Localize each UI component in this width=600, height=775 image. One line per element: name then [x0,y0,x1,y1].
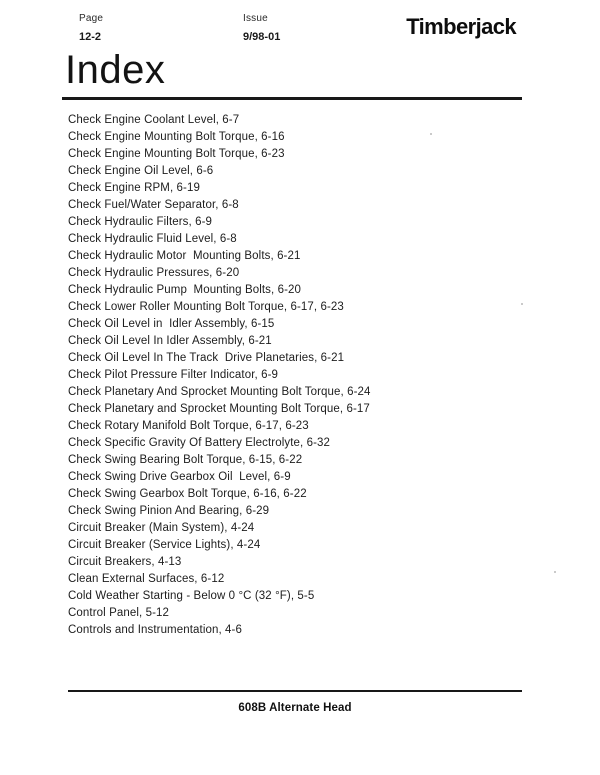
index-entry: Check Engine RPM, 6-19 [68,182,200,194]
issue-label: Issue [243,13,268,24]
page-number: 12-2 [79,31,102,43]
index-entry: Check Oil Level In The Track Drive Planetaries, 6-21 [68,352,345,364]
index-entry: Control Panel, 5-12 [68,607,169,619]
footer-section-title: 608B Alternate Head [238,702,352,714]
header-page-block [79,14,103,43]
index-entry: Clean External Surfaces, 6-12 [68,573,225,585]
index-entry: Check Engine Mounting Bolt Torque, 6-16 [68,131,285,143]
index-entry: Circuit Breakers, 4-13 [68,556,182,568]
index-entry: Check Hydraulic Pressures, 6-20 [68,267,240,279]
footer-rule [68,690,522,692]
header-issue-block [243,14,280,43]
page-title: Index [65,48,166,92]
index-entry: Check Engine Mounting Bolt Torque, 6-23 [68,148,285,160]
index-entry: Check Swing Pinion And Bearing, 6-29 [68,505,270,517]
index-entry: Check Rotary Manifold Bolt Torque, 6-17, 6-23 [68,420,309,432]
index-entry: Check Hydraulic Pump Mounting Bolts, 6-20 [68,284,302,296]
index-entry: Check Swing Drive Gearbox Oil Level, 6-9 [68,471,291,483]
index-entry: Cold Weather Starting - Below 0 °C (32 °F), 5-5 [68,590,315,602]
index-entry: Check Oil Level In Idler Assembly, 6-21 [68,335,272,347]
issue-number: 9/98-01 [243,31,281,43]
index-entry: Check Swing Gearbox Bolt Torque, 6-16, 6-22 [68,488,307,500]
index-entry: Check Engine Oil Level, 6-6 [68,165,214,177]
page-label: Page [79,13,104,24]
index-entry: Check Planetary And Sprocket Mounting Bolt Torque, 6-24 [68,386,371,398]
scan-speck [521,303,523,305]
index-entry-list [68,112,538,639]
scan-speck [430,133,432,135]
index-entry: Check Hydraulic Fluid Level, 6-8 [68,233,237,245]
index-entry: Check Hydraulic Motor Mounting Bolts, 6-21 [68,250,301,262]
index-entry: Check Lower Roller Mounting Bolt Torque, 6-17, 6-23 [68,301,344,313]
title-rule [62,97,522,100]
index-entry: Circuit Breaker (Service Lights), 4-24 [68,539,261,551]
index-entry: Check Planetary and Sprocket Mounting Bolt Torque, 6-17 [68,403,370,415]
index-entry: Check Fuel/Water Separator, 6-8 [68,199,239,211]
index-entry: Circuit Breaker (Main System), 4-24 [68,522,255,534]
index-entry: Check Engine Coolant Level, 6-7 [68,114,240,126]
index-entry: Check Oil Level in Idler Assembly, 6-15 [68,318,275,330]
timberjack-logo: Timberjack [406,14,516,39]
index-entry: Check Specific Gravity Of Battery Electrolyte, 6-32 [68,437,331,449]
index-entry: Check Swing Bearing Bolt Torque, 6-15, 6-22 [68,454,303,466]
scan-speck [554,571,556,573]
index-entry: Controls and Instrumentation, 4-6 [68,624,242,636]
index-entry: Check Pilot Pressure Filter Indicator, 6-9 [68,369,279,381]
index-entry: Check Hydraulic Filters, 6-9 [68,216,213,228]
